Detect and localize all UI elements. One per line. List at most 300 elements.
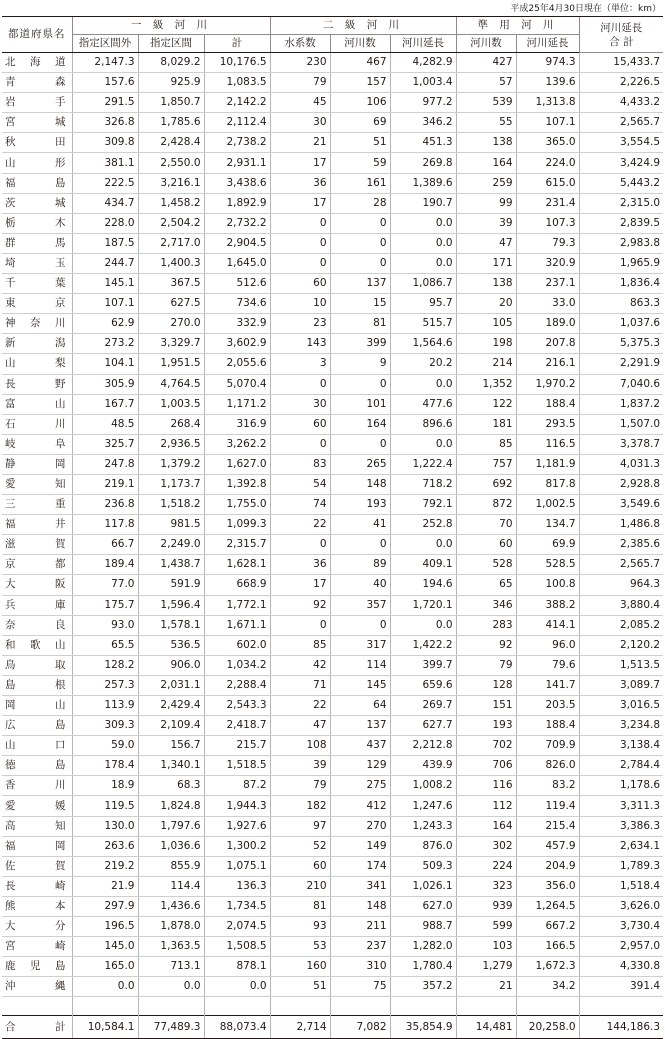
empty-cell bbox=[390, 997, 456, 1016]
class1-total-cell: 1,392.8 bbox=[204, 474, 270, 494]
quasi-river-count-cell: 302 bbox=[456, 836, 516, 856]
prefecture-name: 福 島 bbox=[5, 176, 66, 189]
class1-outside-designated-cell: 175.7 bbox=[72, 595, 138, 615]
table-row bbox=[2, 876, 663, 896]
class2-river-count-cell: 237 bbox=[330, 937, 390, 957]
quasi-river-count-cell: 224 bbox=[456, 856, 516, 876]
class1-designated-cell: 1,379.2 bbox=[138, 454, 204, 474]
class1-outside-designated-cell: 236.8 bbox=[72, 495, 138, 515]
class2-system-count-cell: 0 bbox=[270, 374, 330, 394]
prefecture-name-cell bbox=[2, 354, 72, 374]
total-length-cell: 3,138.4 bbox=[579, 736, 663, 756]
table-row bbox=[2, 153, 663, 173]
total-length-cell: 3,554.5 bbox=[579, 133, 663, 153]
class2-river-count-cell: 161 bbox=[330, 173, 390, 193]
total-length-cell: 15,433.7 bbox=[579, 53, 663, 73]
total-length-cell: 1,836.4 bbox=[579, 274, 663, 294]
class1-outside-designated-cell: 247.8 bbox=[72, 454, 138, 474]
class1-total-cell: 2,904.5 bbox=[204, 233, 270, 253]
class2-system-count-cell: 3 bbox=[270, 354, 330, 374]
class1-outside-designated-cell: 62.9 bbox=[72, 314, 138, 334]
class1-designated-cell: 367.5 bbox=[138, 274, 204, 294]
total-length-cell: 144,186.3 bbox=[579, 1016, 663, 1039]
quasi-length-cell: 1,672.3 bbox=[516, 957, 579, 977]
class1-outside-designated-cell: 257.3 bbox=[72, 675, 138, 695]
class2-system-count-cell: 81 bbox=[270, 896, 330, 916]
class1-designated-cell: 1,596.4 bbox=[138, 595, 204, 615]
class1-designated-cell: 1,518.2 bbox=[138, 495, 204, 515]
quasi-river-count-cell: 138 bbox=[456, 133, 516, 153]
class1-outside-designated-cell: 219.2 bbox=[72, 856, 138, 876]
quasi-length-cell: 365.0 bbox=[516, 133, 579, 153]
total-length-cell: 3,880.4 bbox=[579, 595, 663, 615]
class1-total-cell: 2,074.5 bbox=[204, 917, 270, 937]
class2-system-count-header: 水系数 bbox=[270, 35, 330, 53]
quasi-length-cell: 528.5 bbox=[516, 555, 579, 575]
class2-length-cell: 409.1 bbox=[390, 555, 456, 575]
prefecture-name: 合 計 bbox=[5, 1021, 66, 1034]
quasi-river-count-cell: 259 bbox=[456, 173, 516, 193]
quasi-length-cell: 139.6 bbox=[516, 73, 579, 93]
table-row bbox=[2, 856, 663, 876]
table-row bbox=[2, 756, 663, 776]
prefecture-name: 岩 手 bbox=[5, 96, 66, 109]
class2-length-cell: 1,003.4 bbox=[390, 73, 456, 93]
prefecture-name: 栃 木 bbox=[5, 216, 66, 229]
quasi-river-count-cell: 57 bbox=[456, 73, 516, 93]
total-length-cell: 3,730.4 bbox=[579, 917, 663, 937]
quasi-river-count-cell: 706 bbox=[456, 756, 516, 776]
class2-system-count-cell: 74 bbox=[270, 495, 330, 515]
table-row bbox=[2, 394, 663, 414]
prefecture-name: 大 分 bbox=[5, 920, 66, 933]
class2-river-count-cell: 211 bbox=[330, 917, 390, 937]
prefecture-name-cell bbox=[2, 233, 72, 253]
class2-system-count-cell: 0 bbox=[270, 233, 330, 253]
class2-length-cell: 0.0 bbox=[390, 374, 456, 394]
quasi-river-count-cell: 116 bbox=[456, 776, 516, 796]
class2-system-count-cell: 85 bbox=[270, 635, 330, 655]
class2-system-count-cell: 60 bbox=[270, 274, 330, 294]
class1-outside-designated-cell: 107.1 bbox=[72, 294, 138, 314]
total-length-cell: 1,037.6 bbox=[579, 314, 663, 334]
quasi-length-cell: 116.5 bbox=[516, 434, 579, 454]
quasi-river-count-cell: 1,279 bbox=[456, 957, 516, 977]
class1-outside-designated-cell: 2,147.3 bbox=[72, 53, 138, 73]
total-length-cell: 2,928.8 bbox=[579, 474, 663, 494]
quasi-river-count-cell: 151 bbox=[456, 696, 516, 716]
total-length-cell: 2,120.2 bbox=[579, 635, 663, 655]
class2-system-count-cell: 92 bbox=[270, 595, 330, 615]
prefecture-name-cell bbox=[2, 776, 72, 796]
prefecture-name: 宮 城 bbox=[5, 116, 66, 129]
class2-river-count-cell: 7,082 bbox=[330, 1016, 390, 1039]
table-row bbox=[2, 253, 663, 273]
table-row bbox=[2, 53, 663, 73]
class1-designated-cell: 2,504.2 bbox=[138, 213, 204, 233]
quasi-river-count-cell: 1,352 bbox=[456, 374, 516, 394]
class2-system-count-cell: 60 bbox=[270, 414, 330, 434]
prefecture-name: 愛 媛 bbox=[5, 799, 66, 812]
quasi-length-cell: 188.4 bbox=[516, 716, 579, 736]
class1-designated-cell: 2,109.4 bbox=[138, 716, 204, 736]
class1-outside-designated-cell: 305.9 bbox=[72, 374, 138, 394]
total-length-cell: 3,424.9 bbox=[579, 153, 663, 173]
class1-total-cell: 1,671.1 bbox=[204, 615, 270, 635]
quasi-river-count-cell: 164 bbox=[456, 816, 516, 836]
total-length-cell: 2,565.7 bbox=[579, 555, 663, 575]
table-row bbox=[2, 294, 663, 314]
prefecture-name: 高 知 bbox=[5, 819, 66, 832]
quasi-river-count-cell: 692 bbox=[456, 474, 516, 494]
class2-river-count-cell: 59 bbox=[330, 153, 390, 173]
prefecture-name: 大 阪 bbox=[5, 578, 66, 591]
class2-system-count-cell: 93 bbox=[270, 917, 330, 937]
class1-total-cell: 1,645.0 bbox=[204, 253, 270, 273]
class2-system-count-cell: 53 bbox=[270, 937, 330, 957]
class1-designated-cell: 855.9 bbox=[138, 856, 204, 876]
table-row bbox=[2, 917, 663, 937]
class2-river-count-cell: 51 bbox=[330, 133, 390, 153]
class2-river-count-header: 河川数 bbox=[330, 35, 390, 53]
prefecture-name-cell bbox=[2, 977, 72, 997]
prefecture-name: 島 根 bbox=[5, 678, 66, 691]
class1-total-cell: 1,099.3 bbox=[204, 515, 270, 535]
quasi-river-count-header: 河川数 bbox=[456, 35, 516, 53]
quasi-river-count-cell: 65 bbox=[456, 575, 516, 595]
class1-total-cell: 1,083.5 bbox=[204, 73, 270, 93]
prefecture-name: 千 葉 bbox=[5, 277, 66, 290]
prefecture-name-cell bbox=[2, 374, 72, 394]
prefecture-name: 徳 島 bbox=[5, 759, 66, 772]
class2-length-cell: 0.0 bbox=[390, 213, 456, 233]
class1-outside-designated-cell: 128.2 bbox=[72, 655, 138, 675]
class1-total-cell: 10,176.5 bbox=[204, 53, 270, 73]
class1-outside-designated-cell: 117.8 bbox=[72, 515, 138, 535]
class2-river-count-cell: 149 bbox=[330, 836, 390, 856]
class1-outside-designated-cell: 325.7 bbox=[72, 434, 138, 454]
prefecture-name-cell bbox=[2, 655, 72, 675]
class2-river-count-cell: 174 bbox=[330, 856, 390, 876]
class2-system-count-cell: 52 bbox=[270, 836, 330, 856]
class2-system-count-cell: 17 bbox=[270, 153, 330, 173]
quasi-length-cell: 974.3 bbox=[516, 53, 579, 73]
empty-cell bbox=[138, 997, 204, 1016]
class2-length-cell: 876.0 bbox=[390, 836, 456, 856]
prefecture-name: 京 都 bbox=[5, 558, 66, 571]
class1-total-cell: 602.0 bbox=[204, 635, 270, 655]
class1-designated-header: 指定区間 bbox=[138, 35, 204, 53]
class1-total-cell: 1,034.2 bbox=[204, 655, 270, 675]
total-length-cell: 2,839.5 bbox=[579, 213, 663, 233]
table-row bbox=[2, 776, 663, 796]
class2-river-count-cell: 148 bbox=[330, 896, 390, 916]
class1-total-cell: 668.9 bbox=[204, 575, 270, 595]
class1-outside-designated-cell: 157.6 bbox=[72, 73, 138, 93]
class2-river-count-cell: 310 bbox=[330, 957, 390, 977]
quasi-length-header: 河川延長 bbox=[516, 35, 579, 53]
table-row bbox=[2, 495, 663, 515]
class2-river-count-cell: 157 bbox=[330, 73, 390, 93]
prefecture-name: 新 潟 bbox=[5, 337, 66, 350]
class1-outside-designated-cell: 189.4 bbox=[72, 555, 138, 575]
quasi-river-count-cell: 193 bbox=[456, 716, 516, 736]
empty-cell bbox=[456, 997, 516, 1016]
class2-length-cell: 477.6 bbox=[390, 394, 456, 414]
class2-system-count-cell: 36 bbox=[270, 555, 330, 575]
class2-length-cell: 95.7 bbox=[390, 294, 456, 314]
empty-cell bbox=[579, 997, 663, 1016]
class1-outside-designated-cell: 228.0 bbox=[72, 213, 138, 233]
class1-designated-cell: 1,436.6 bbox=[138, 896, 204, 916]
class1-designated-cell: 1,003.5 bbox=[138, 394, 204, 414]
table-row bbox=[2, 575, 663, 595]
quasi-river-count-cell: 70 bbox=[456, 515, 516, 535]
class2-system-count-cell: 39 bbox=[270, 756, 330, 776]
total-length-cell: 3,016.5 bbox=[579, 696, 663, 716]
class2-system-count-cell: 17 bbox=[270, 193, 330, 213]
total-length-label: 河川延長 bbox=[600, 21, 643, 34]
prefecture-name-cell bbox=[2, 454, 72, 474]
class1-outside-designated-cell: 297.9 bbox=[72, 896, 138, 916]
table-row bbox=[2, 595, 663, 615]
class2-river-count-cell: 101 bbox=[330, 394, 390, 414]
prefecture-name-cell bbox=[2, 1016, 72, 1039]
total-length-cell: 1,789.3 bbox=[579, 856, 663, 876]
table-row bbox=[2, 675, 663, 695]
quasi-length-cell: 20,258.0 bbox=[516, 1016, 579, 1039]
prefecture-name: 三 重 bbox=[5, 498, 66, 511]
prefecture-name-cell bbox=[2, 173, 72, 193]
class1-outside-designated-cell: 434.7 bbox=[72, 193, 138, 213]
class1-outside-designated-cell: 178.4 bbox=[72, 756, 138, 776]
prefecture-name-cell bbox=[2, 876, 72, 896]
quasi-length-cell: 1,970.2 bbox=[516, 374, 579, 394]
class2-river-group-header: 二 級 河 川 bbox=[270, 17, 456, 35]
prefecture-name: 愛 知 bbox=[5, 478, 66, 491]
quasi-river-count-cell: 128 bbox=[456, 675, 516, 695]
class1-outside-designated-cell: 145.1 bbox=[72, 274, 138, 294]
prefecture-name: 和 歌 山 bbox=[5, 638, 66, 651]
quasi-length-cell: 107.1 bbox=[516, 113, 579, 133]
total-length-cell: 5,443.2 bbox=[579, 173, 663, 193]
class1-designated-cell: 1,363.5 bbox=[138, 937, 204, 957]
prefecture-name: 佐 賀 bbox=[5, 859, 66, 872]
prefecture-name-cell bbox=[2, 816, 72, 836]
prefecture-name: 熊 本 bbox=[5, 899, 66, 912]
class2-river-count-cell: 341 bbox=[330, 876, 390, 896]
total-length-cell: 4,330.8 bbox=[579, 957, 663, 977]
class1-designated-cell: 627.5 bbox=[138, 294, 204, 314]
class1-designated-cell: 1,400.3 bbox=[138, 253, 204, 273]
class2-system-count-cell: 0 bbox=[270, 253, 330, 273]
prefecture-name-cell bbox=[2, 213, 72, 233]
class2-length-cell: 1,780.4 bbox=[390, 957, 456, 977]
class2-length-cell: 357.2 bbox=[390, 977, 456, 997]
quasi-river-count-cell: 539 bbox=[456, 93, 516, 113]
quasi-length-cell: 83.2 bbox=[516, 776, 579, 796]
class1-designated-cell: 1,036.6 bbox=[138, 836, 204, 856]
empty-cell bbox=[204, 997, 270, 1016]
total-length-cell: 3,386.3 bbox=[579, 816, 663, 836]
table-row bbox=[2, 314, 663, 334]
class2-river-count-cell: 270 bbox=[330, 816, 390, 836]
table-row bbox=[2, 213, 663, 233]
quasi-length-cell: 33.0 bbox=[516, 294, 579, 314]
table-row bbox=[2, 133, 663, 153]
class1-total-cell: 512.6 bbox=[204, 274, 270, 294]
prefecture-name: 兵 庫 bbox=[5, 598, 66, 611]
class1-outside-designated-header: 指定区間外 bbox=[72, 35, 138, 53]
table-row bbox=[2, 193, 663, 213]
class2-length-cell: 0.0 bbox=[390, 535, 456, 555]
class1-total-cell: 3,602.9 bbox=[204, 334, 270, 354]
class1-designated-cell: 713.1 bbox=[138, 957, 204, 977]
class1-designated-cell: 2,429.4 bbox=[138, 696, 204, 716]
prefecture-name: 沖 縄 bbox=[5, 980, 66, 993]
quasi-length-cell: 388.2 bbox=[516, 595, 579, 615]
empty-cell bbox=[2, 997, 72, 1016]
class1-outside-designated-cell: 21.9 bbox=[72, 876, 138, 896]
class1-total-cell: 1,518.5 bbox=[204, 756, 270, 776]
quasi-river-count-cell: 60 bbox=[456, 535, 516, 555]
class1-outside-designated-cell: 113.9 bbox=[72, 696, 138, 716]
class2-system-count-cell: 42 bbox=[270, 655, 330, 675]
class2-length-cell: 269.7 bbox=[390, 696, 456, 716]
total-length-cell: 4,433.2 bbox=[579, 93, 663, 113]
class1-designated-cell: 270.0 bbox=[138, 314, 204, 334]
class2-system-count-cell: 30 bbox=[270, 113, 330, 133]
class1-total-cell: 87.2 bbox=[204, 776, 270, 796]
class2-length-cell: 718.2 bbox=[390, 474, 456, 494]
class1-designated-cell: 1,340.1 bbox=[138, 756, 204, 776]
quasi-river-count-cell: 702 bbox=[456, 736, 516, 756]
class2-length-cell: 4,282.9 bbox=[390, 53, 456, 73]
class2-river-count-cell: 106 bbox=[330, 93, 390, 113]
quasi-length-cell: 119.4 bbox=[516, 796, 579, 816]
class2-length-cell: 1,389.6 bbox=[390, 173, 456, 193]
class1-designated-cell: 1,797.6 bbox=[138, 816, 204, 836]
class1-total-cell: 1,508.5 bbox=[204, 937, 270, 957]
class2-system-count-cell: 17 bbox=[270, 575, 330, 595]
total-length-cell: 1,486.8 bbox=[579, 515, 663, 535]
class1-outside-designated-cell: 273.2 bbox=[72, 334, 138, 354]
table-row bbox=[2, 796, 663, 816]
class2-length-cell: 896.6 bbox=[390, 414, 456, 434]
prefecture-name: 青 森 bbox=[5, 76, 66, 89]
quasi-length-cell: 215.4 bbox=[516, 816, 579, 836]
quasi-length-cell: 100.8 bbox=[516, 575, 579, 595]
prefecture-name-cell bbox=[2, 113, 72, 133]
class1-total-cell: 1,734.5 bbox=[204, 896, 270, 916]
prefecture-name-cell bbox=[2, 917, 72, 937]
class2-length-cell: 1,243.3 bbox=[390, 816, 456, 836]
total-length-cell: 5,375.3 bbox=[579, 334, 663, 354]
table-row bbox=[2, 173, 663, 193]
table-row bbox=[2, 816, 663, 836]
total-length-cell: 2,315.0 bbox=[579, 193, 663, 213]
quasi-length-cell: 79.6 bbox=[516, 655, 579, 675]
total-length-cell: 3,626.0 bbox=[579, 896, 663, 916]
class2-system-count-cell: 83 bbox=[270, 454, 330, 474]
table-row bbox=[2, 414, 663, 434]
quasi-length-cell: 237.1 bbox=[516, 274, 579, 294]
quasi-length-cell: 1,264.5 bbox=[516, 896, 579, 916]
class2-river-count-cell: 148 bbox=[330, 474, 390, 494]
quasi-river-count-cell: 112 bbox=[456, 796, 516, 816]
quasi-length-cell: 817.8 bbox=[516, 474, 579, 494]
class2-system-count-cell: 36 bbox=[270, 173, 330, 193]
total-length-cell: 1,518.4 bbox=[579, 876, 663, 896]
class1-total-cell: 2,418.7 bbox=[204, 716, 270, 736]
class2-system-count-cell: 23 bbox=[270, 314, 330, 334]
class2-system-count-cell: 22 bbox=[270, 515, 330, 535]
class2-system-count-cell: 45 bbox=[270, 93, 330, 113]
class1-total-cell: 215.7 bbox=[204, 736, 270, 756]
prefecture-name-cell bbox=[2, 93, 72, 113]
class1-outside-designated-cell: 66.7 bbox=[72, 535, 138, 555]
class2-length-cell: 1,422.2 bbox=[390, 635, 456, 655]
empty-cell bbox=[72, 997, 138, 1016]
prefecture-name-cell bbox=[2, 133, 72, 153]
table-body bbox=[2, 53, 663, 1039]
quasi-length-cell: 69.9 bbox=[516, 535, 579, 555]
class2-river-count-cell: 0 bbox=[330, 374, 390, 394]
class1-designated-cell: 2,249.0 bbox=[138, 535, 204, 555]
class1-total-cell: 1,075.1 bbox=[204, 856, 270, 876]
class2-length-cell: 399.7 bbox=[390, 655, 456, 675]
class1-designated-cell: 0.0 bbox=[138, 977, 204, 997]
class1-total-cell: 2,543.3 bbox=[204, 696, 270, 716]
class2-river-count-cell: 137 bbox=[330, 274, 390, 294]
class2-system-count-cell: 230 bbox=[270, 53, 330, 73]
total-length-cell: 1,965.9 bbox=[579, 253, 663, 273]
prefecture-name: 岐 阜 bbox=[5, 437, 66, 450]
quasi-river-group-header: 準 用 河 川 bbox=[456, 17, 579, 35]
class2-system-count-cell: 54 bbox=[270, 474, 330, 494]
total-length-cell: 2,634.1 bbox=[579, 836, 663, 856]
quasi-river-count-cell: 14,481 bbox=[456, 1016, 516, 1039]
total-length-cell: 964.3 bbox=[579, 575, 663, 595]
class2-river-count-cell: 9 bbox=[330, 354, 390, 374]
prefecture-name: 長 崎 bbox=[5, 879, 66, 892]
quasi-river-count-cell: 198 bbox=[456, 334, 516, 354]
quasi-river-count-cell: 85 bbox=[456, 434, 516, 454]
class1-total-cell: 2,142.2 bbox=[204, 93, 270, 113]
class1-total-cell: 1,944.3 bbox=[204, 796, 270, 816]
class2-river-count-cell: 437 bbox=[330, 736, 390, 756]
table-row bbox=[2, 555, 663, 575]
table-row bbox=[2, 73, 663, 93]
class1-designated-cell: 1,785.6 bbox=[138, 113, 204, 133]
class2-length-cell: 977.2 bbox=[390, 93, 456, 113]
class1-total-cell: 332.9 bbox=[204, 314, 270, 334]
prefecture-name-cell bbox=[2, 896, 72, 916]
table-row bbox=[2, 836, 663, 856]
quasi-length-cell: 204.9 bbox=[516, 856, 579, 876]
quasi-length-cell: 34.2 bbox=[516, 977, 579, 997]
quasi-length-cell: 207.8 bbox=[516, 334, 579, 354]
class2-length-cell: 1,026.1 bbox=[390, 876, 456, 896]
prefecture-name-cell bbox=[2, 836, 72, 856]
class1-outside-designated-cell: 326.8 bbox=[72, 113, 138, 133]
class2-river-count-cell: 412 bbox=[330, 796, 390, 816]
quasi-length-cell: 224.0 bbox=[516, 153, 579, 173]
total-length-cell: 1,178.6 bbox=[579, 776, 663, 796]
class2-length-cell: 35,854.9 bbox=[390, 1016, 456, 1039]
quasi-river-count-cell: 103 bbox=[456, 937, 516, 957]
class1-designated-cell: 925.9 bbox=[138, 73, 204, 93]
